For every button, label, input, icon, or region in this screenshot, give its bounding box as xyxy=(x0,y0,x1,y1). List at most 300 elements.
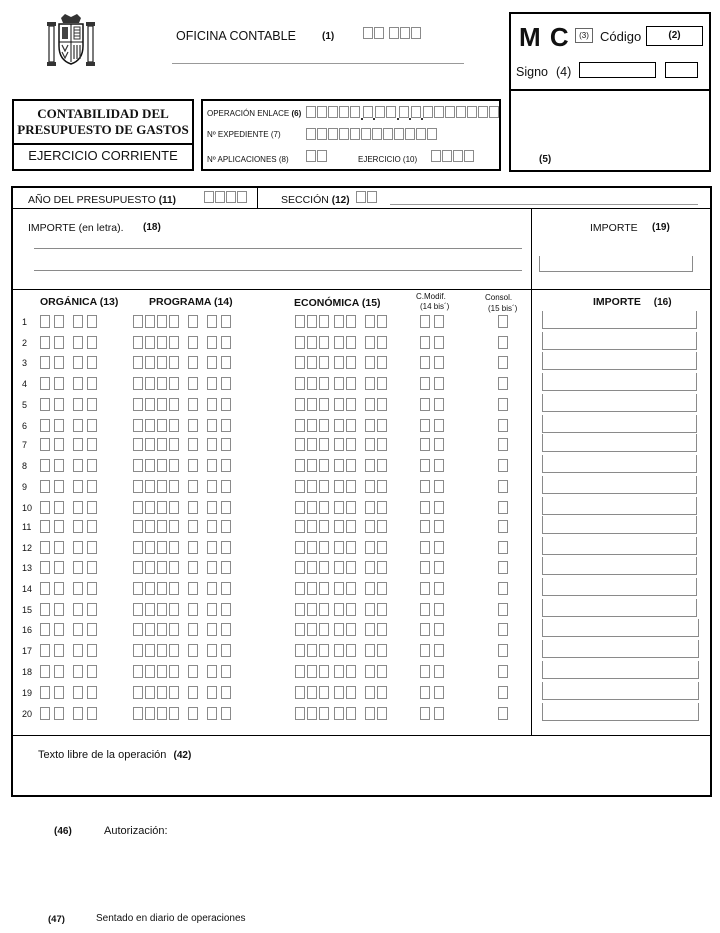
expediente-cell[interactable] xyxy=(405,128,415,140)
economica-cell[interactable] xyxy=(295,459,305,472)
economica-cell[interactable] xyxy=(365,603,375,616)
economica-cell[interactable] xyxy=(334,707,344,720)
economica-cell[interactable] xyxy=(319,582,329,595)
programa-cell[interactable] xyxy=(207,459,217,472)
programa-cell[interactable] xyxy=(157,665,167,678)
economica-cell[interactable] xyxy=(295,398,305,411)
programa-cell[interactable] xyxy=(157,480,167,493)
economica-cell[interactable] xyxy=(319,686,329,699)
programa-cell[interactable] xyxy=(169,356,179,369)
economica-cell[interactable] xyxy=(365,480,375,493)
enlace-cell[interactable] xyxy=(489,106,499,118)
economica-cell[interactable] xyxy=(319,644,329,657)
cmodif-cell[interactable] xyxy=(434,356,444,369)
cmodif-cell[interactable] xyxy=(434,707,444,720)
economica-cell[interactable] xyxy=(377,623,387,636)
economica-cell[interactable] xyxy=(334,603,344,616)
economica-cell[interactable] xyxy=(334,356,344,369)
economica-cell[interactable] xyxy=(377,398,387,411)
organica-cell[interactable] xyxy=(87,315,97,328)
cmodif-cell[interactable] xyxy=(434,520,444,533)
ejercicio-cell[interactable] xyxy=(442,150,452,162)
programa-cell[interactable] xyxy=(169,707,179,720)
economica-cell[interactable] xyxy=(346,561,356,574)
programa-cell[interactable] xyxy=(133,336,143,349)
cmodif-cell[interactable] xyxy=(420,665,430,678)
economica-cell[interactable] xyxy=(307,356,317,369)
organica-cell[interactable] xyxy=(87,419,97,432)
programa-cell[interactable] xyxy=(221,644,231,657)
organica-cell[interactable] xyxy=(73,686,83,699)
cmodif-cell[interactable] xyxy=(434,603,444,616)
economica-cell[interactable] xyxy=(377,356,387,369)
cmodif-cell[interactable] xyxy=(434,438,444,451)
office-cell[interactable] xyxy=(400,27,410,39)
economica-cell[interactable] xyxy=(295,623,305,636)
economica-cell[interactable] xyxy=(365,707,375,720)
programa-cell[interactable] xyxy=(157,377,167,390)
programa-cell[interactable] xyxy=(133,398,143,411)
importe-row-field[interactable] xyxy=(542,415,697,433)
economica-cell[interactable] xyxy=(295,707,305,720)
economica-cell[interactable] xyxy=(334,398,344,411)
year-cell[interactable] xyxy=(204,191,214,203)
enlace-cell[interactable] xyxy=(456,106,466,118)
economica-cell[interactable] xyxy=(377,582,387,595)
programa-cell[interactable] xyxy=(188,336,198,349)
economica-cell[interactable] xyxy=(365,377,375,390)
consol-cell[interactable] xyxy=(498,315,508,328)
economica-cell[interactable] xyxy=(346,623,356,636)
organica-cell[interactable] xyxy=(40,315,50,328)
importe-row-field[interactable] xyxy=(542,682,699,700)
cmodif-cell[interactable] xyxy=(420,315,430,328)
organica-cell[interactable] xyxy=(87,582,97,595)
organica-cell[interactable] xyxy=(87,336,97,349)
organica-cell[interactable] xyxy=(40,459,50,472)
organica-cell[interactable] xyxy=(87,377,97,390)
programa-cell[interactable] xyxy=(221,419,231,432)
cmodif-cell[interactable] xyxy=(434,644,444,657)
economica-cell[interactable] xyxy=(346,356,356,369)
office-cell[interactable] xyxy=(374,27,384,39)
cmodif-cell[interactable] xyxy=(420,686,430,699)
programa-cell[interactable] xyxy=(207,520,217,533)
enlace-cell[interactable] xyxy=(423,106,433,118)
programa-cell[interactable] xyxy=(157,541,167,554)
cmodif-cell[interactable] xyxy=(420,603,430,616)
consol-cell[interactable] xyxy=(498,520,508,533)
cmodif-cell[interactable] xyxy=(420,561,430,574)
economica-cell[interactable] xyxy=(334,582,344,595)
importe-row-field[interactable] xyxy=(542,619,699,637)
organica-cell[interactable] xyxy=(54,419,64,432)
economica-cell[interactable] xyxy=(346,336,356,349)
cmodif-cell[interactable] xyxy=(420,644,430,657)
programa-cell[interactable] xyxy=(169,438,179,451)
economica-cell[interactable] xyxy=(295,419,305,432)
economica-cell[interactable] xyxy=(346,377,356,390)
importe-row-field[interactable] xyxy=(542,640,699,658)
office-name-line[interactable] xyxy=(172,63,464,64)
economica-cell[interactable] xyxy=(334,520,344,533)
programa-cell[interactable] xyxy=(157,419,167,432)
importe-letra-line-2[interactable] xyxy=(34,270,522,271)
organica-cell[interactable] xyxy=(40,419,50,432)
importe-row-field[interactable] xyxy=(542,455,697,473)
expediente-cell[interactable] xyxy=(427,128,437,140)
economica-cell[interactable] xyxy=(334,686,344,699)
programa-cell[interactable] xyxy=(221,336,231,349)
cmodif-cell[interactable] xyxy=(420,541,430,554)
economica-cell[interactable] xyxy=(307,644,317,657)
economica-cell[interactable] xyxy=(346,520,356,533)
cmodif-cell[interactable] xyxy=(420,438,430,451)
economica-cell[interactable] xyxy=(307,582,317,595)
economica-cell[interactable] xyxy=(334,501,344,514)
programa-cell[interactable] xyxy=(145,459,155,472)
programa-cell[interactable] xyxy=(133,603,143,616)
economica-cell[interactable] xyxy=(319,438,329,451)
programa-cell[interactable] xyxy=(169,419,179,432)
economica-cell[interactable] xyxy=(346,541,356,554)
programa-cell[interactable] xyxy=(207,665,217,678)
consol-cell[interactable] xyxy=(498,623,508,636)
cmodif-cell[interactable] xyxy=(434,541,444,554)
cmodif-cell[interactable] xyxy=(434,501,444,514)
year-cell[interactable] xyxy=(226,191,236,203)
organica-cell[interactable] xyxy=(40,561,50,574)
economica-cell[interactable] xyxy=(365,336,375,349)
economica-cell[interactable] xyxy=(307,336,317,349)
economica-cell[interactable] xyxy=(365,438,375,451)
economica-cell[interactable] xyxy=(365,623,375,636)
consol-cell[interactable] xyxy=(498,561,508,574)
importe-row-field[interactable] xyxy=(542,332,697,350)
organica-cell[interactable] xyxy=(73,541,83,554)
programa-cell[interactable] xyxy=(188,644,198,657)
organica-cell[interactable] xyxy=(87,623,97,636)
economica-cell[interactable] xyxy=(295,644,305,657)
importe-row-field[interactable] xyxy=(542,394,697,412)
cmodif-cell[interactable] xyxy=(434,336,444,349)
expediente-cell[interactable] xyxy=(306,128,316,140)
programa-cell[interactable] xyxy=(169,603,179,616)
economica-cell[interactable] xyxy=(334,644,344,657)
programa-cell[interactable] xyxy=(207,419,217,432)
programa-cell[interactable] xyxy=(133,665,143,678)
programa-cell[interactable] xyxy=(221,603,231,616)
programa-cell[interactable] xyxy=(221,520,231,533)
programa-cell[interactable] xyxy=(207,315,217,328)
programa-cell[interactable] xyxy=(207,644,217,657)
programa-cell[interactable] xyxy=(188,623,198,636)
programa-cell[interactable] xyxy=(133,644,143,657)
programa-cell[interactable] xyxy=(157,356,167,369)
economica-cell[interactable] xyxy=(377,419,387,432)
importe-row-field[interactable] xyxy=(542,578,697,596)
organica-cell[interactable] xyxy=(87,541,97,554)
programa-cell[interactable] xyxy=(145,336,155,349)
economica-cell[interactable] xyxy=(377,541,387,554)
section-cell[interactable] xyxy=(367,191,377,203)
organica-cell[interactable] xyxy=(40,686,50,699)
programa-cell[interactable] xyxy=(207,356,217,369)
economica-cell[interactable] xyxy=(319,398,329,411)
programa-cell[interactable] xyxy=(169,541,179,554)
importe-row-field[interactable] xyxy=(542,434,697,452)
economica-cell[interactable] xyxy=(319,665,329,678)
economica-cell[interactable] xyxy=(365,419,375,432)
programa-cell[interactable] xyxy=(221,501,231,514)
cmodif-cell[interactable] xyxy=(434,459,444,472)
economica-cell[interactable] xyxy=(307,438,317,451)
programa-cell[interactable] xyxy=(188,438,198,451)
cmodif-cell[interactable] xyxy=(434,686,444,699)
programa-cell[interactable] xyxy=(169,377,179,390)
economica-cell[interactable] xyxy=(307,541,317,554)
cmodif-cell[interactable] xyxy=(434,398,444,411)
economica-cell[interactable] xyxy=(377,603,387,616)
consol-cell[interactable] xyxy=(498,501,508,514)
programa-cell[interactable] xyxy=(145,582,155,595)
programa-cell[interactable] xyxy=(221,541,231,554)
programa-cell[interactable] xyxy=(188,541,198,554)
organica-cell[interactable] xyxy=(40,520,50,533)
organica-cell[interactable] xyxy=(40,665,50,678)
organica-cell[interactable] xyxy=(73,419,83,432)
consol-cell[interactable] xyxy=(498,541,508,554)
programa-cell[interactable] xyxy=(133,419,143,432)
cmodif-cell[interactable] xyxy=(434,623,444,636)
organica-cell[interactable] xyxy=(73,315,83,328)
programa-cell[interactable] xyxy=(157,686,167,699)
economica-cell[interactable] xyxy=(334,438,344,451)
enlace-cell[interactable] xyxy=(467,106,477,118)
organica-cell[interactable] xyxy=(87,459,97,472)
programa-cell[interactable] xyxy=(133,561,143,574)
organica-cell[interactable] xyxy=(73,501,83,514)
economica-cell[interactable] xyxy=(334,459,344,472)
programa-cell[interactable] xyxy=(207,582,217,595)
codigo-field[interactable] xyxy=(646,26,703,46)
economica-cell[interactable] xyxy=(319,707,329,720)
organica-cell[interactable] xyxy=(40,480,50,493)
programa-cell[interactable] xyxy=(145,561,155,574)
economica-cell[interactable] xyxy=(346,419,356,432)
organica-cell[interactable] xyxy=(73,582,83,595)
economica-cell[interactable] xyxy=(346,686,356,699)
importe-row-field[interactable] xyxy=(542,311,697,329)
economica-cell[interactable] xyxy=(319,603,329,616)
programa-cell[interactable] xyxy=(145,644,155,657)
organica-cell[interactable] xyxy=(54,603,64,616)
economica-cell[interactable] xyxy=(319,459,329,472)
programa-cell[interactable] xyxy=(133,541,143,554)
programa-cell[interactable] xyxy=(157,398,167,411)
programa-cell[interactable] xyxy=(157,603,167,616)
programa-cell[interactable] xyxy=(188,398,198,411)
economica-cell[interactable] xyxy=(346,438,356,451)
importe-total-field[interactable] xyxy=(539,256,693,272)
economica-cell[interactable] xyxy=(365,501,375,514)
economica-cell[interactable] xyxy=(295,582,305,595)
programa-cell[interactable] xyxy=(207,480,217,493)
economica-cell[interactable] xyxy=(346,707,356,720)
programa-cell[interactable] xyxy=(145,707,155,720)
signo-field-extra[interactable] xyxy=(665,62,698,78)
enlace-cell[interactable] xyxy=(386,106,396,118)
importe-row-field[interactable] xyxy=(542,557,697,575)
importe-row-field[interactable] xyxy=(542,373,697,391)
enlace-cell[interactable] xyxy=(478,106,488,118)
cmodif-cell[interactable] xyxy=(434,315,444,328)
organica-cell[interactable] xyxy=(40,377,50,390)
economica-cell[interactable] xyxy=(377,665,387,678)
economica-cell[interactable] xyxy=(307,480,317,493)
economica-cell[interactable] xyxy=(346,644,356,657)
organica-cell[interactable] xyxy=(54,707,64,720)
importe-row-field[interactable] xyxy=(542,703,699,721)
programa-cell[interactable] xyxy=(145,419,155,432)
economica-cell[interactable] xyxy=(377,520,387,533)
organica-cell[interactable] xyxy=(40,623,50,636)
programa-cell[interactable] xyxy=(133,582,143,595)
economica-cell[interactable] xyxy=(295,336,305,349)
organica-cell[interactable] xyxy=(73,356,83,369)
organica-cell[interactable] xyxy=(87,480,97,493)
programa-cell[interactable] xyxy=(221,398,231,411)
organica-cell[interactable] xyxy=(73,603,83,616)
economica-cell[interactable] xyxy=(319,377,329,390)
programa-cell[interactable] xyxy=(145,623,155,636)
consol-cell[interactable] xyxy=(498,686,508,699)
programa-cell[interactable] xyxy=(188,459,198,472)
programa-cell[interactable] xyxy=(157,438,167,451)
organica-cell[interactable] xyxy=(73,665,83,678)
organica-cell[interactable] xyxy=(40,707,50,720)
expediente-cell[interactable] xyxy=(416,128,426,140)
economica-cell[interactable] xyxy=(334,665,344,678)
economica-cell[interactable] xyxy=(334,377,344,390)
ejercicio-cell[interactable] xyxy=(464,150,474,162)
consol-cell[interactable] xyxy=(498,336,508,349)
programa-cell[interactable] xyxy=(188,520,198,533)
consol-cell[interactable] xyxy=(498,603,508,616)
economica-cell[interactable] xyxy=(365,356,375,369)
programa-cell[interactable] xyxy=(221,623,231,636)
economica-cell[interactable] xyxy=(377,438,387,451)
enlace-cell[interactable] xyxy=(350,106,360,118)
programa-cell[interactable] xyxy=(133,520,143,533)
economica-cell[interactable] xyxy=(307,377,317,390)
organica-cell[interactable] xyxy=(87,398,97,411)
economica-cell[interactable] xyxy=(319,356,329,369)
cmodif-cell[interactable] xyxy=(420,582,430,595)
organica-cell[interactable] xyxy=(87,501,97,514)
organica-cell[interactable] xyxy=(54,480,64,493)
cmodif-cell[interactable] xyxy=(420,707,430,720)
economica-cell[interactable] xyxy=(319,480,329,493)
economica-cell[interactable] xyxy=(295,520,305,533)
programa-cell[interactable] xyxy=(221,438,231,451)
importe-row-field[interactable] xyxy=(542,476,697,494)
cmodif-cell[interactable] xyxy=(420,398,430,411)
organica-cell[interactable] xyxy=(87,438,97,451)
programa-cell[interactable] xyxy=(169,665,179,678)
organica-cell[interactable] xyxy=(73,644,83,657)
programa-cell[interactable] xyxy=(169,480,179,493)
programa-cell[interactable] xyxy=(207,561,217,574)
cmodif-cell[interactable] xyxy=(420,377,430,390)
programa-cell[interactable] xyxy=(188,665,198,678)
programa-cell[interactable] xyxy=(221,686,231,699)
programa-cell[interactable] xyxy=(207,398,217,411)
ejercicio-cell[interactable] xyxy=(453,150,463,162)
organica-cell[interactable] xyxy=(54,561,64,574)
cmodif-cell[interactable] xyxy=(420,419,430,432)
economica-cell[interactable] xyxy=(365,644,375,657)
organica-cell[interactable] xyxy=(73,707,83,720)
cmodif-cell[interactable] xyxy=(434,480,444,493)
economica-cell[interactable] xyxy=(307,603,317,616)
organica-cell[interactable] xyxy=(87,356,97,369)
organica-cell[interactable] xyxy=(54,541,64,554)
expediente-cell[interactable] xyxy=(372,128,382,140)
programa-cell[interactable] xyxy=(188,315,198,328)
economica-cell[interactable] xyxy=(334,541,344,554)
economica-cell[interactable] xyxy=(346,398,356,411)
programa-cell[interactable] xyxy=(207,686,217,699)
organica-cell[interactable] xyxy=(73,561,83,574)
economica-cell[interactable] xyxy=(307,315,317,328)
cmodif-cell[interactable] xyxy=(434,377,444,390)
consol-cell[interactable] xyxy=(498,459,508,472)
organica-cell[interactable] xyxy=(54,459,64,472)
economica-cell[interactable] xyxy=(295,377,305,390)
consol-cell[interactable] xyxy=(498,356,508,369)
programa-cell[interactable] xyxy=(157,520,167,533)
economica-cell[interactable] xyxy=(377,315,387,328)
expediente-cell[interactable] xyxy=(317,128,327,140)
programa-cell[interactable] xyxy=(157,315,167,328)
economica-cell[interactable] xyxy=(365,541,375,554)
expediente-cell[interactable] xyxy=(339,128,349,140)
programa-cell[interactable] xyxy=(169,582,179,595)
organica-cell[interactable] xyxy=(40,582,50,595)
texto-libre-field[interactable] xyxy=(16,766,706,792)
consol-cell[interactable] xyxy=(498,644,508,657)
economica-cell[interactable] xyxy=(295,501,305,514)
economica-cell[interactable] xyxy=(319,520,329,533)
organica-cell[interactable] xyxy=(54,665,64,678)
economica-cell[interactable] xyxy=(307,520,317,533)
programa-cell[interactable] xyxy=(133,623,143,636)
economica-cell[interactable] xyxy=(307,707,317,720)
importe-row-field[interactable] xyxy=(542,599,697,617)
economica-cell[interactable] xyxy=(377,561,387,574)
programa-cell[interactable] xyxy=(145,398,155,411)
cmodif-cell[interactable] xyxy=(420,356,430,369)
cmodif-cell[interactable] xyxy=(420,336,430,349)
programa-cell[interactable] xyxy=(145,665,155,678)
economica-cell[interactable] xyxy=(334,315,344,328)
organica-cell[interactable] xyxy=(54,644,64,657)
enlace-cell[interactable] xyxy=(339,106,349,118)
cmodif-cell[interactable] xyxy=(434,665,444,678)
economica-cell[interactable] xyxy=(346,501,356,514)
economica-cell[interactable] xyxy=(307,623,317,636)
